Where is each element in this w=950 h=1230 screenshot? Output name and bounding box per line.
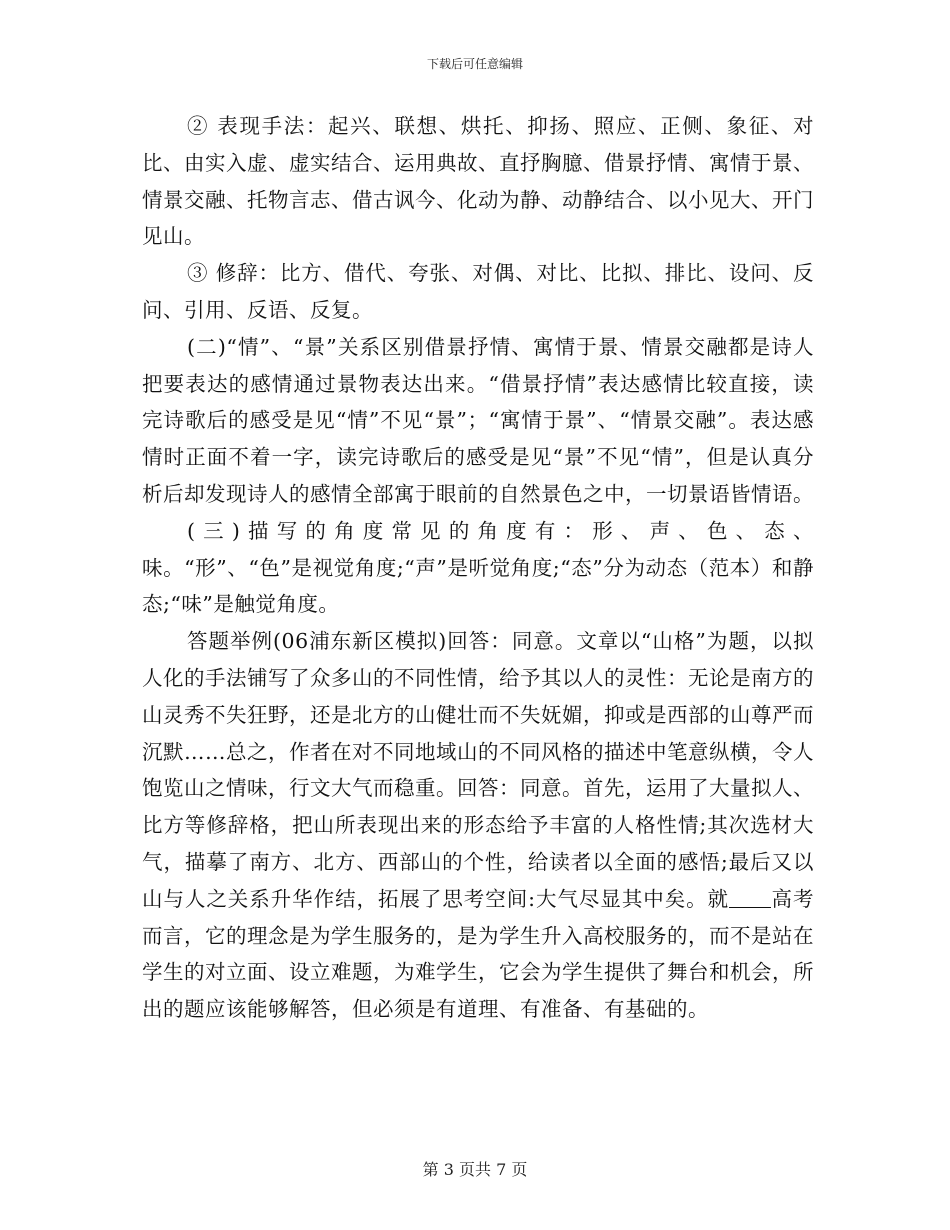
paragraph-rhetoric: ③ 修辞：比方、借代、夸张、对偶、对比、比拟、排比、设问、反问、引用、反语、反复。 [142,261,814,322]
answer-text-after-blank: 高考而言，它的理念是为学生服务的，是为学生升入高校服务的，而不是站在学生的对立面、设立难题，为难学生，它会为学生提供了舞台和机会，所出的题应该能够解答，但必须是有道理、有准备、有基础的。 [142,886,814,1022]
paragraph-expression-techniques: ② 表现手法：起兴、联想、烘托、抑扬、照应、正侧、象征、对比、由实入虚、虚实结合、运用典故、直抒胸臆、借景抒情、寓情于景、情景交融、托物言志、借古讽今、化动为静、动静结合、以小见大、开门见山。 [142,114,814,249]
paragraph-answer-example [142,623,814,1028]
answer-text-before-blank: 答题举例(06浦东新区模拟)回答：同意。文章以“山格”为题，以拟人化的手法铺写了众多山的不同性情，给予其以人的灵性：无论是南方的山灵秀不失狂野，还是北方的山健壮而不失妩媚，抑或是西部的山尊严而沉默……总之，作者在对不同地域山的不同风格的描述中笔意纵横，令人饱览山之情味，行文大气而稳重。回答：同意。首先，运用了大量拟人、比方等修辞格，把山所表现出来的形态给予丰富的人格性情;其次选材大气，描摹了南方、北方、西部山的个性，给读者以全面的感悟;最后又以山与人之关系升华作结，拓展了思考空间:大气尽显其中矣。就 [142,629,814,911]
page-footer: 第 3 页共 7 页 [422,1160,528,1179]
fill-in-blank [729,889,771,908]
page-header: 下载后可任意编辑 [426,57,523,71]
paragraph-description-angles: (三)描写的角度常见的角度有：形、声、色、态、味。“形”、“色”是视觉角度;“声”是听觉角度;“态”分为动态（范本）和静态;“味”是触觉角度。 [142,518,814,617]
document-body [142,108,814,1028]
paragraph-emotion-scene: (二)“情”、“景”关系区别借景抒情、寓情于景、情景交融都是诗人把要表达的感情通过景物表达出来。“借景抒情”表达感情比较直接，读完诗歌后的感受是见“情”不见“景”；“寓情于景”、“情景交融”。表达感情时正面不着一字，读完诗歌后的感受是见“景”不见“情”，但是认真分析后却发现诗人的感情全部寓于眼前的自然景色之中，一切景语皆情语。 [142,334,814,506]
